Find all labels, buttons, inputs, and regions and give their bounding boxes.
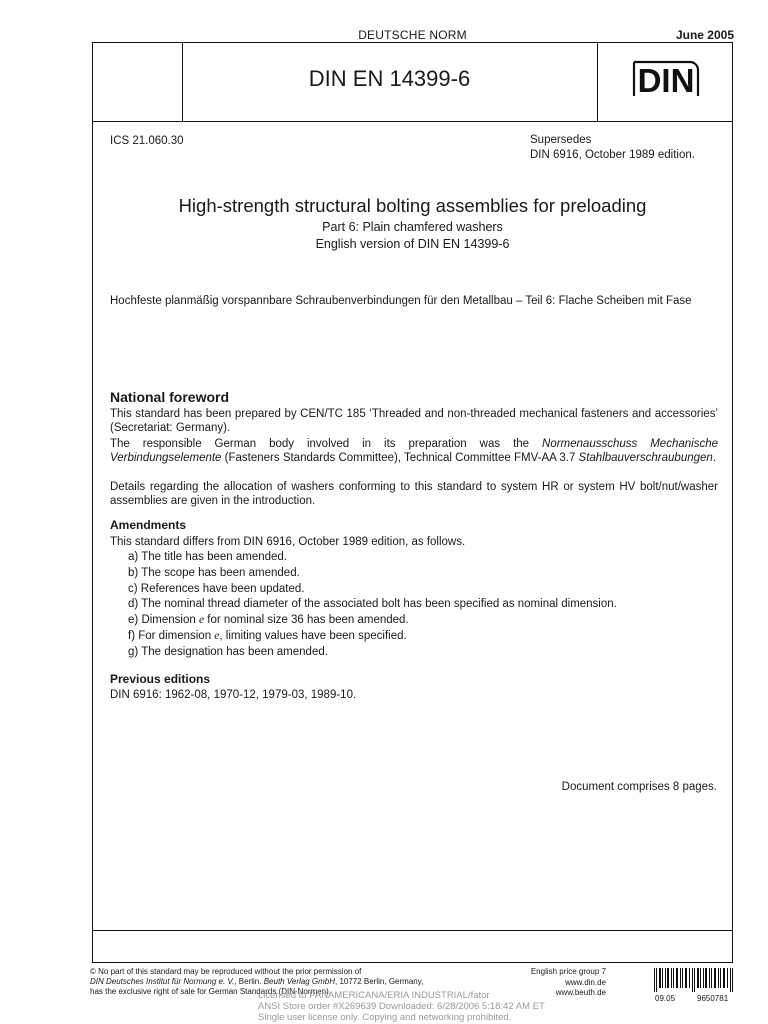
foreword-p2-subcommittee: Stahlbauverschraubungen — [578, 452, 713, 464]
version-note: English version of DIN EN 14399-6 — [315, 237, 510, 251]
watermark-line-1: Licensed to PANAMERICANA/ERIA INDUSTRIAL/fator — [258, 990, 490, 1001]
page-count-note: Document comprises 8 pages. — [561, 781, 717, 793]
foreword-p2-text-a: The responsible German body involved in its preparation was the — [110, 438, 543, 450]
din-url[interactable]: www.din.de — [565, 977, 606, 987]
document-subtitle — [92, 219, 733, 253]
foreword-paragraph-2 — [110, 437, 718, 465]
list-item: a) The title has been amended. — [128, 551, 288, 563]
previous-editions-heading: Previous editions — [110, 672, 211, 686]
amendments-heading: Amendments — [110, 518, 187, 532]
din-logo — [632, 60, 700, 98]
bottom-divider — [92, 930, 733, 931]
amendments-list — [128, 550, 617, 661]
barcode-icon — [654, 968, 734, 992]
publication-date: June 2005 — [675, 28, 734, 42]
supersedes-value: DIN 6916, October 1989 edition. — [530, 149, 695, 161]
document-title: High-strength structural bolting assemblies for preloading — [178, 195, 647, 216]
watermark-line-2: ANSI Store order #X269639 Downloaded: 6/28/2006 5:18:42 AM ET — [258, 1001, 545, 1012]
list-item: b) The scope has been amended. — [128, 566, 300, 579]
amendments-intro: This standard differs from DIN 6916, October 1989 edition, as follows. — [110, 536, 466, 548]
foreword-paragraph-3: Details regarding the allocation of washers conforming to this standard to system HR or system HV bolt/nut/washer assemblies are given in the introduction. — [110, 481, 718, 507]
beuth-url[interactable]: www.beuth.de — [555, 988, 606, 997]
ics-code: ICS 21.060.30 — [110, 135, 184, 147]
barcode-left-number: 09.05 — [655, 994, 676, 1003]
supersedes-block — [530, 133, 695, 163]
foreword-p2-committee: Normenausschuss Mechanische Verbindungselemente — [110, 438, 718, 464]
national-foreword-heading: National foreword — [110, 389, 230, 405]
watermark-line-3: Single user license only. Copying and networking prohibited. — [258, 1012, 512, 1023]
barcode-right-number: 9650781 — [697, 994, 729, 1003]
list-item: d) The nominal thread diameter of the associated bolt has been specified as nominal dimension. — [128, 598, 617, 611]
price-group: English price group 7 — [530, 967, 606, 976]
copyright-line-1: © No part of this standard may be reproduced without the prior permission of — [90, 967, 362, 976]
german-title: Hochfeste planmäßig vorspannbare Schraubenverbindungen für den Metallbau – Teil 6: Flache Scheiben mit Fase — [110, 295, 692, 307]
part-title: Part 6: Plain chamfered washers — [322, 220, 503, 234]
list-item: e) Dimension e for nominal size 36 has been amended. — [128, 614, 409, 627]
license-watermark — [258, 990, 545, 1023]
copyright-line-2: DIN Deutsches Institut für Normung e. V., Berlin. Beuth Verlag GmbH, 10772 Berlin, Germany, — [90, 977, 424, 986]
previous-editions-text: DIN 6916: 1962-08, 1970-12, 1979-03, 1989-10. — [110, 689, 357, 701]
list-item: c) References have been updated. — [128, 582, 305, 595]
din-logo-text: DIN — [637, 62, 695, 98]
foreword-p2-text-e: . — [712, 452, 717, 464]
header-divider-right — [597, 42, 598, 122]
norm-label: DEUTSCHE NORM — [358, 28, 467, 42]
foreword-paragraph-1: This standard has been prepared by CEN/TC 185 ‘Threaded and non-threaded mechanical fasteners and accessories’ (Secretariat: Germany). — [110, 408, 718, 434]
document-number: DIN EN 14399-6 — [308, 66, 471, 91]
foreword-p2-text-c: (Fasteners Standards Committee), Technical Committee FMV-AA 3.7 — [221, 452, 579, 464]
list-item: f) For dimension e, limiting values have been specified. — [128, 629, 407, 642]
list-item: g) The designation has been amended. — [128, 645, 328, 658]
supersedes-label: Supersedes — [530, 134, 592, 146]
copyright-line-3: has the exclusive right of sale for German Standards (DIN-Normen). — [90, 987, 331, 996]
